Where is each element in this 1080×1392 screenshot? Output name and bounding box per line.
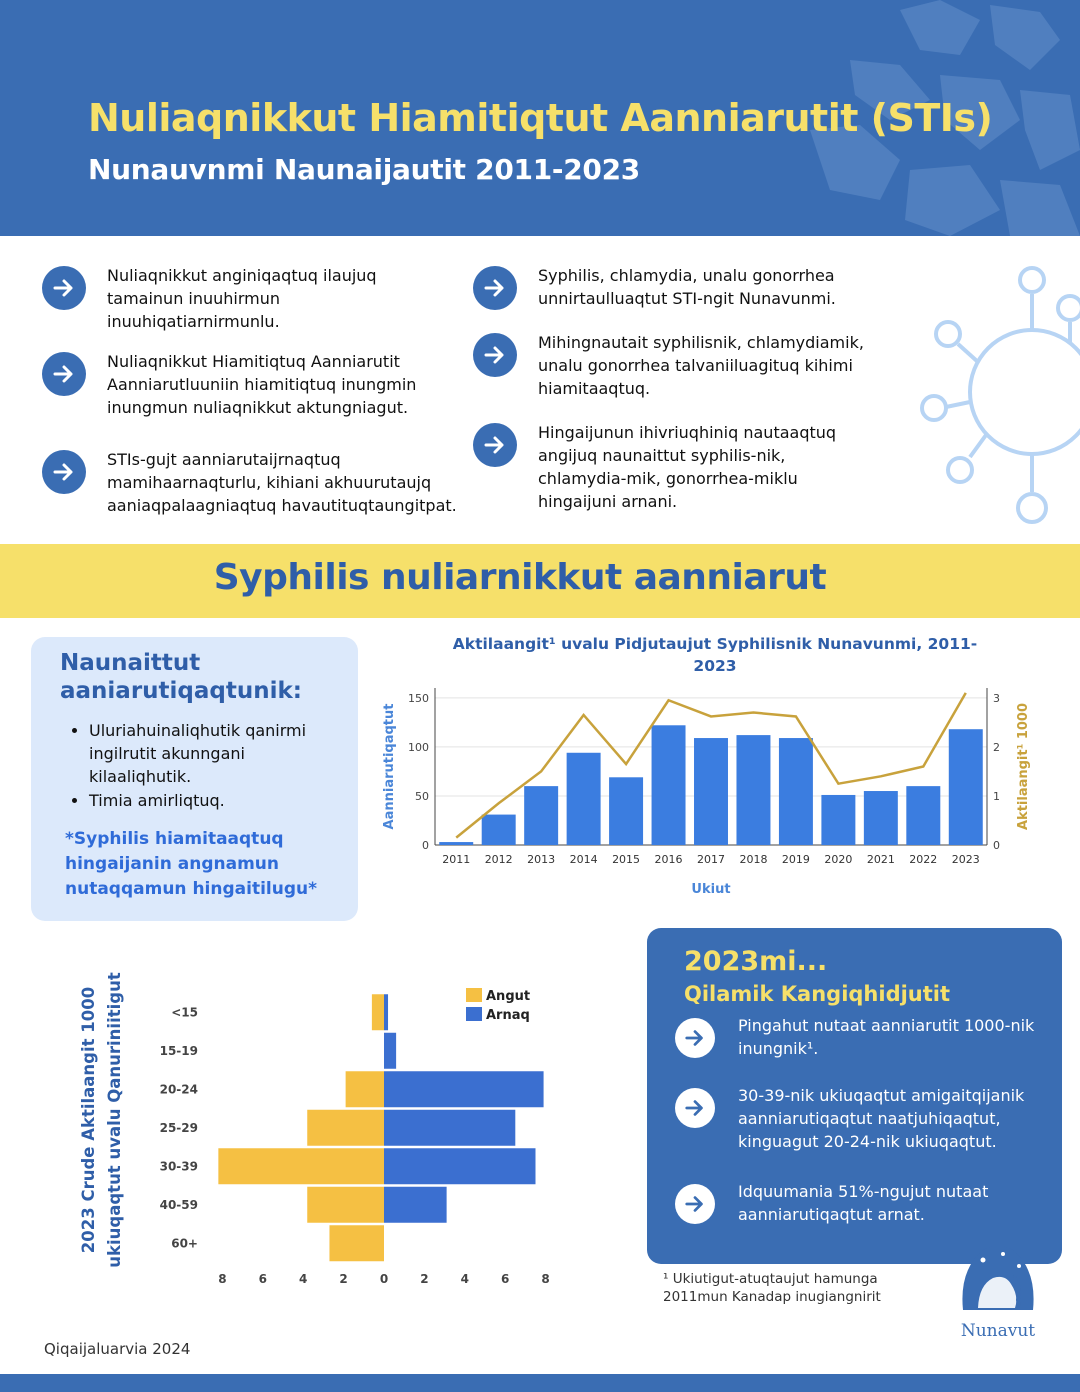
- fact-text: Mihingnautait syphilisnik, chlamydiamik, unalu gonorrhea talvaniiluagituq kihimi hiamitaaqtuq.: [538, 333, 864, 398]
- age-group-label: 40-59: [159, 1197, 198, 1212]
- section-title: Syphilis nuliarnikkut aanniarut: [213, 557, 827, 598]
- symptom-item: • Uluriahuinaliqhutik qanirmi ingilrutit akunngani kilaaliqhutik.: [89, 719, 347, 788]
- arrow-right-icon: [473, 266, 517, 310]
- x-tick-label: 2015: [612, 853, 641, 866]
- age-group-label: 15-19: [159, 1043, 198, 1058]
- x-tick-label: 2016: [654, 853, 683, 866]
- arrow-right-icon: [42, 266, 86, 310]
- age-group-label: 25-29: [159, 1120, 198, 1135]
- footnote-line: 2011mun Kanadap inugiangnirit: [663, 1289, 881, 1305]
- x-tick-label: 4: [299, 1272, 308, 1286]
- bar-angut: [307, 1110, 384, 1146]
- arrow-right-icon: [675, 1018, 715, 1058]
- x-tick-label: 4: [460, 1272, 469, 1286]
- stat-item: [675, 1184, 1043, 1226]
- x-tick-label: 2013: [527, 853, 556, 866]
- y-axis-title: 2023 Crude Aktilaangit 1000: [79, 986, 98, 1254]
- x-tick-label: 2022: [909, 853, 938, 866]
- publication-date: Qiqaijaluarvia 2024: [44, 1340, 191, 1358]
- legend-label: Angut: [486, 989, 531, 1004]
- x-tick-label: 6: [501, 1272, 510, 1286]
- x-axis-title: Ukiut: [691, 882, 731, 897]
- x-tick-label: 2023: [951, 853, 980, 866]
- age-group-label: 30-39: [159, 1159, 198, 1174]
- fact-item: [473, 266, 898, 310]
- y2-tick-label: 2: [993, 740, 1000, 754]
- arrow-right-icon: [675, 1088, 715, 1128]
- y2-axis-title: Aktilaangit¹ 1000: [1016, 702, 1031, 831]
- symptoms-note: *Syphilis hiamitaaqtuq hingaijanin angnamun nutaqqamun hingaitilugu*: [65, 829, 317, 899]
- bar: [779, 738, 813, 845]
- fact-item: [42, 266, 427, 333]
- y-axis-title: ukiuqaqtut uvalu Qanuriniitigut: [105, 972, 124, 1268]
- stat-text: 30-39-nik ukiuqaqtut amigaitqijanik aanniarutiqaqtut naatjuhiqaqtut, kinguagut 20-24-nik ukiuqaqtut.: [738, 1086, 1025, 1151]
- bar-arnaq: [384, 1071, 544, 1107]
- age-sex-pyramid-chart: [70, 935, 590, 1295]
- x-tick-label: 8: [541, 1272, 550, 1286]
- legend-swatch-arnaq: [466, 1007, 482, 1021]
- age-group-label: 20-24: [159, 1082, 198, 1097]
- bar: [906, 786, 940, 845]
- virus-icon: [920, 252, 1080, 542]
- age-group-label: <15: [171, 1005, 198, 1020]
- arrow-right-icon: [675, 1184, 715, 1224]
- fact-text: Syphilis, chlamydia, unalu gonorrhea unnirtaulluaqtut STI-ngit Nunavunmi.: [538, 266, 836, 308]
- bar: [949, 729, 983, 845]
- bar-arnaq: [384, 1148, 536, 1184]
- x-tick-label: 2012: [484, 853, 513, 866]
- fact-item: [42, 450, 462, 517]
- x-tick-label: 2014: [569, 853, 598, 866]
- y2-tick-label: 0: [993, 839, 1000, 852]
- fact-text: Nuliaqnikkut Hiamitiqtuq Aanniarutit Aanniarutluuniin hiamitiqtuq inungmin inungmun nuliaqnikkut aktungniagut.: [107, 352, 417, 417]
- x-tick-label: 2021: [866, 853, 895, 866]
- symptoms-heading: Naunaittut aaniarutiqaqtunik:: [60, 650, 302, 704]
- bar: [821, 795, 855, 845]
- y-tick-label: 150: [408, 691, 429, 705]
- fact-item: [473, 423, 878, 513]
- bar-arnaq: [384, 1033, 396, 1069]
- bar: [736, 735, 770, 845]
- x-tick-label: 8: [218, 1272, 227, 1286]
- arrow-right-icon: [42, 450, 86, 494]
- x-tick-label: 2019: [781, 853, 810, 866]
- x-tick-label: 2020: [824, 853, 853, 866]
- bar-arnaq: [384, 1110, 515, 1146]
- y-tick-label: 0: [422, 839, 429, 852]
- page-title: Nuliaqnikkut Hiamitiqtut Aanniarutit (STIs): [88, 96, 993, 140]
- bar-angut: [329, 1225, 384, 1261]
- symptoms-panel: [31, 637, 358, 921]
- y2-tick-label: 3: [993, 691, 1000, 705]
- arrow-right-icon: [473, 333, 517, 377]
- footnote-line: ¹ Ukiutigut-atuqtaujut hamunga: [663, 1271, 878, 1287]
- header-banner: [0, 0, 1080, 236]
- bar: [524, 786, 558, 845]
- fact-text: STIs-gujt aanniarutaijrnaqtuq mamihaarnaqturlu, kihiani akhuurutaujq aaniaqpalaagniaqtuq havautituqtaungitpat.: [107, 450, 457, 515]
- stats-panel: [647, 928, 1062, 1264]
- bar-angut: [346, 1071, 384, 1107]
- x-tick-label: 2: [339, 1272, 348, 1286]
- x-tick-label: 2011: [442, 853, 471, 866]
- bar: [864, 791, 898, 845]
- bar-angut: [307, 1187, 384, 1223]
- syphilis-cases-chart: [375, 680, 1045, 905]
- bar-arnaq: [384, 994, 388, 1030]
- y-tick-label: 50: [415, 789, 429, 803]
- x-tick-label: 0: [379, 1272, 389, 1286]
- x-tick-label: 2: [420, 1272, 429, 1286]
- logo-name: Nunavut: [960, 1321, 1036, 1341]
- bar: [439, 842, 473, 845]
- fact-text: Hingaijunun ihivriuqhiniq nautaaqtuq angijuq naunaittut syphilis-nik, chlamydia-mik, gonorrhea-miklu hingaijuni arnani.: [538, 423, 837, 511]
- page-subtitle: Nunauvnmi Naunaijautit 2011-2023: [88, 153, 640, 186]
- bar: [482, 815, 516, 845]
- bar: [652, 725, 686, 845]
- stats-heading: 2023mi...: [684, 946, 828, 977]
- arrow-right-icon: [473, 423, 517, 467]
- footer-bar: [0, 1374, 1080, 1392]
- bar: [694, 738, 728, 845]
- logo-syllabics: ᓄᓇᕗᑦ: [1011, 1274, 1024, 1306]
- x-tick-label: 2017: [697, 853, 725, 866]
- y-axis-title: Aanniarutiqaqtut: [382, 703, 397, 830]
- y2-tick-label: 1: [993, 789, 1000, 803]
- nunavut-logo: [953, 1240, 1043, 1350]
- bar-angut: [372, 994, 384, 1030]
- stat-item: [675, 1018, 1043, 1060]
- fact-item: [473, 333, 898, 400]
- arrow-right-icon: [42, 352, 86, 396]
- stat-text: Idquumania 51%-ngujut nutaat aanniarutiqaqtut arnat.: [738, 1182, 989, 1224]
- stat-text: Pingahut nutaat aanniarutit 1000-nik inungnik¹.: [738, 1016, 1035, 1058]
- bar: [609, 777, 643, 845]
- y-tick-label: 100: [408, 740, 429, 754]
- fact-item: [42, 352, 462, 419]
- bar-angut: [218, 1148, 384, 1184]
- fact-text: Nuliaqnikkut anginiqaqtuq ilaujuq tamainun inuuhirmun inuuhiqatiarnirmunlu.: [107, 266, 377, 331]
- stat-item: [675, 1088, 1043, 1153]
- symptom-item: • Timia amirliqtuq.: [89, 789, 347, 812]
- chart-title: Aktilaangit¹ uvalu Pidjutaujut Syphilisnik Nunavunmi, 2011-2023: [452, 635, 978, 675]
- legend-swatch-angut: [466, 988, 482, 1002]
- bar: [567, 753, 601, 845]
- symptoms-list: [67, 719, 347, 813]
- footnote: [663, 1270, 881, 1306]
- section-band: [0, 544, 1080, 618]
- age-group-label: 60+: [171, 1236, 198, 1251]
- x-tick-label: 2018: [739, 853, 768, 866]
- stats-subheading: Qilamik Kangiqhidjutit: [684, 982, 951, 1006]
- bar-arnaq: [384, 1187, 447, 1223]
- x-tick-label: 6: [258, 1272, 267, 1286]
- legend-label: Arnaq: [486, 1008, 530, 1023]
